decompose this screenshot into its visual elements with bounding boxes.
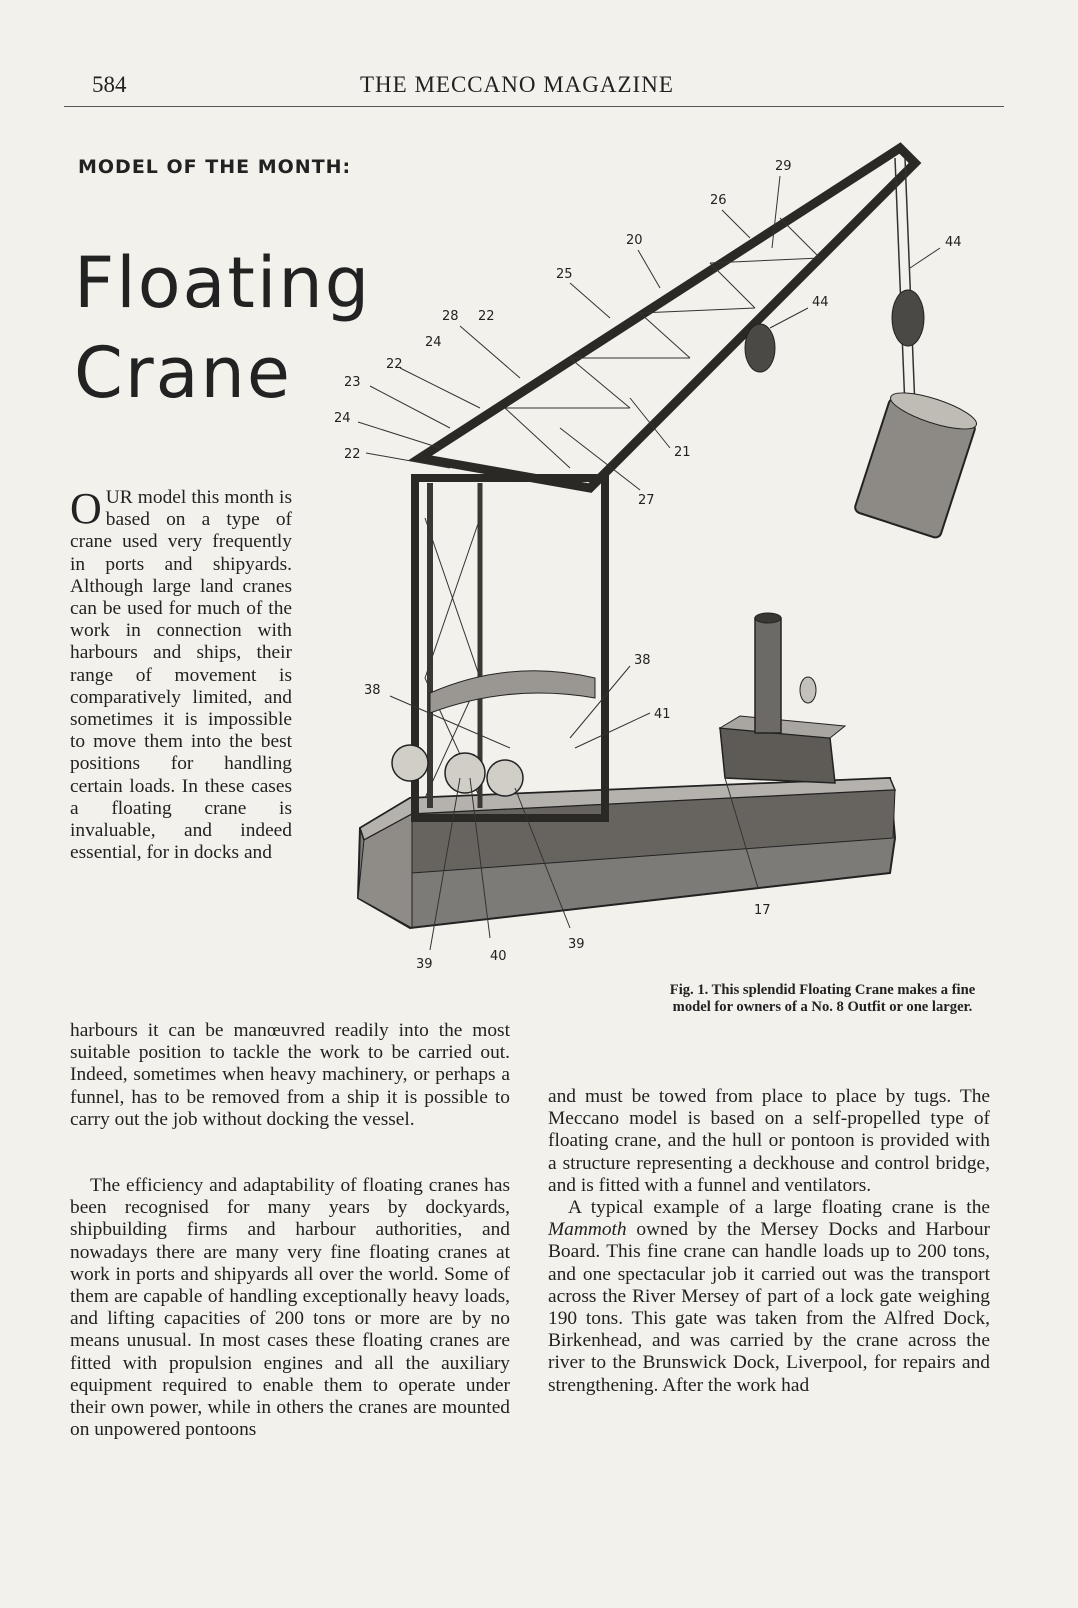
callout-22-low: 22: [344, 447, 361, 462]
callout-41: 41: [654, 707, 671, 722]
callout-24-upper: 24: [425, 335, 442, 350]
funnel: [755, 613, 781, 733]
callout-26: 26: [710, 193, 727, 208]
callout-20: 20: [626, 233, 643, 248]
right-p2-start: A typical example of a large floating crane is the: [568, 1197, 990, 1219]
callout-23: 23: [344, 375, 361, 390]
headline-line-1: Floating: [74, 242, 372, 324]
callout-44-upper: 44: [945, 235, 962, 250]
callout-25: 25: [556, 267, 573, 282]
lead-paragraph-narrow: [70, 484, 292, 864]
callout-39-left: 39: [416, 957, 433, 972]
callout-38-left: 38: [364, 683, 381, 698]
callout-21: 21: [674, 445, 691, 460]
crane-illustration: [330, 138, 1020, 978]
page-number: 584: [92, 72, 127, 97]
right-p2-end: owned by the Mersey Docks and Harbour Board. This fine crane can handle loads up to 200 tons, and one spectacular job it carried out was the transport across the River Mersey of part of a lock gate weighing 190 tons. This gate was taken from the Alfred Dock, Birkenhead, and was carried by the crane across the river to the Brunswick Dock, Liverpool, for repairs and strengthening. After the work had: [548, 1219, 990, 1396]
drop-cap: O: [70, 484, 102, 533]
right-column: [548, 1086, 990, 1397]
callout-39-right: 39: [568, 937, 585, 952]
ship-name: Mammoth: [548, 1219, 627, 1241]
lead-text-narrow: UR model this month is based on a type of crane used very frequently in ports and shipyards. Although large land cranes can be used for much of the work in connection with harbours and ships, their range of movement is comparatively limited, and sometimes it is impossible to move them into the best positions for handling certain loads. In these cases a floating crane is invaluable, and indeed essential, for in docks and: [70, 487, 292, 864]
callout-29: 29: [775, 159, 792, 174]
lead-paragraph-continued: harbours it can be manœuvred readily into the most suitable position to tackle the work to be carried out. Indeed, sometimes when heavy machinery, or perhaps a funnel, has to be removed from a ship it is possible to carry out the job without docking the vessel.: [70, 1020, 510, 1130]
suspended-load: [854, 386, 980, 539]
callout-27: 27: [638, 493, 655, 508]
callout-22-top: 22: [478, 309, 495, 324]
callout-38-right: 38: [634, 653, 651, 668]
callout-28: 28: [442, 309, 459, 324]
right-paragraph-1: and must be towed from place to place by tugs. The Meccano model is based on a self-propelled type of floating crane, and the hull or pontoon is provided with a structure representing a deckhouse and control bridge, and is fitted with a funnel and ventilators.: [548, 1086, 990, 1196]
header-rule: [64, 106, 1004, 107]
paragraph-2: The efficiency and adaptability of floating cranes has been recognised for many years by dockyards, shipbuilding firms and harbour authorities, and nowadays there are many very fine floating cranes at work in ports and shipyards all over the world. Some of them are capable of handling exceptionally heavy loads, and lifting capacities of 200 tons or more are by no means unusual. In most cases these floating cranes are fitted with propulsion engines and all the auxiliary equipment required to enable them to operate under their own power, while in others the cranes are mounted on unpowered pontoons: [70, 1175, 510, 1441]
magazine-title: THE MECCANO MAGAZINE: [360, 72, 674, 97]
callout-22-mid: 22: [386, 357, 403, 372]
headline-line-2: Crane: [74, 332, 292, 414]
figure-caption: Fig. 1. This splendid Floating Crane makes a fine model for owners of a No. 8 Outfit or one larger.: [669, 982, 976, 1015]
right-paragraph-2: [548, 1197, 990, 1397]
deckhouse: [720, 716, 845, 783]
ventilator: [800, 677, 816, 703]
callout-24-lower: 24: [334, 411, 351, 426]
pontoon-hull: [358, 778, 895, 928]
callout-40: 40: [490, 949, 507, 964]
callout-44-lower: 44: [812, 295, 829, 310]
callout-17: 17: [754, 903, 771, 918]
article-kicker: MODEL OF THE MONTH:: [78, 156, 352, 178]
